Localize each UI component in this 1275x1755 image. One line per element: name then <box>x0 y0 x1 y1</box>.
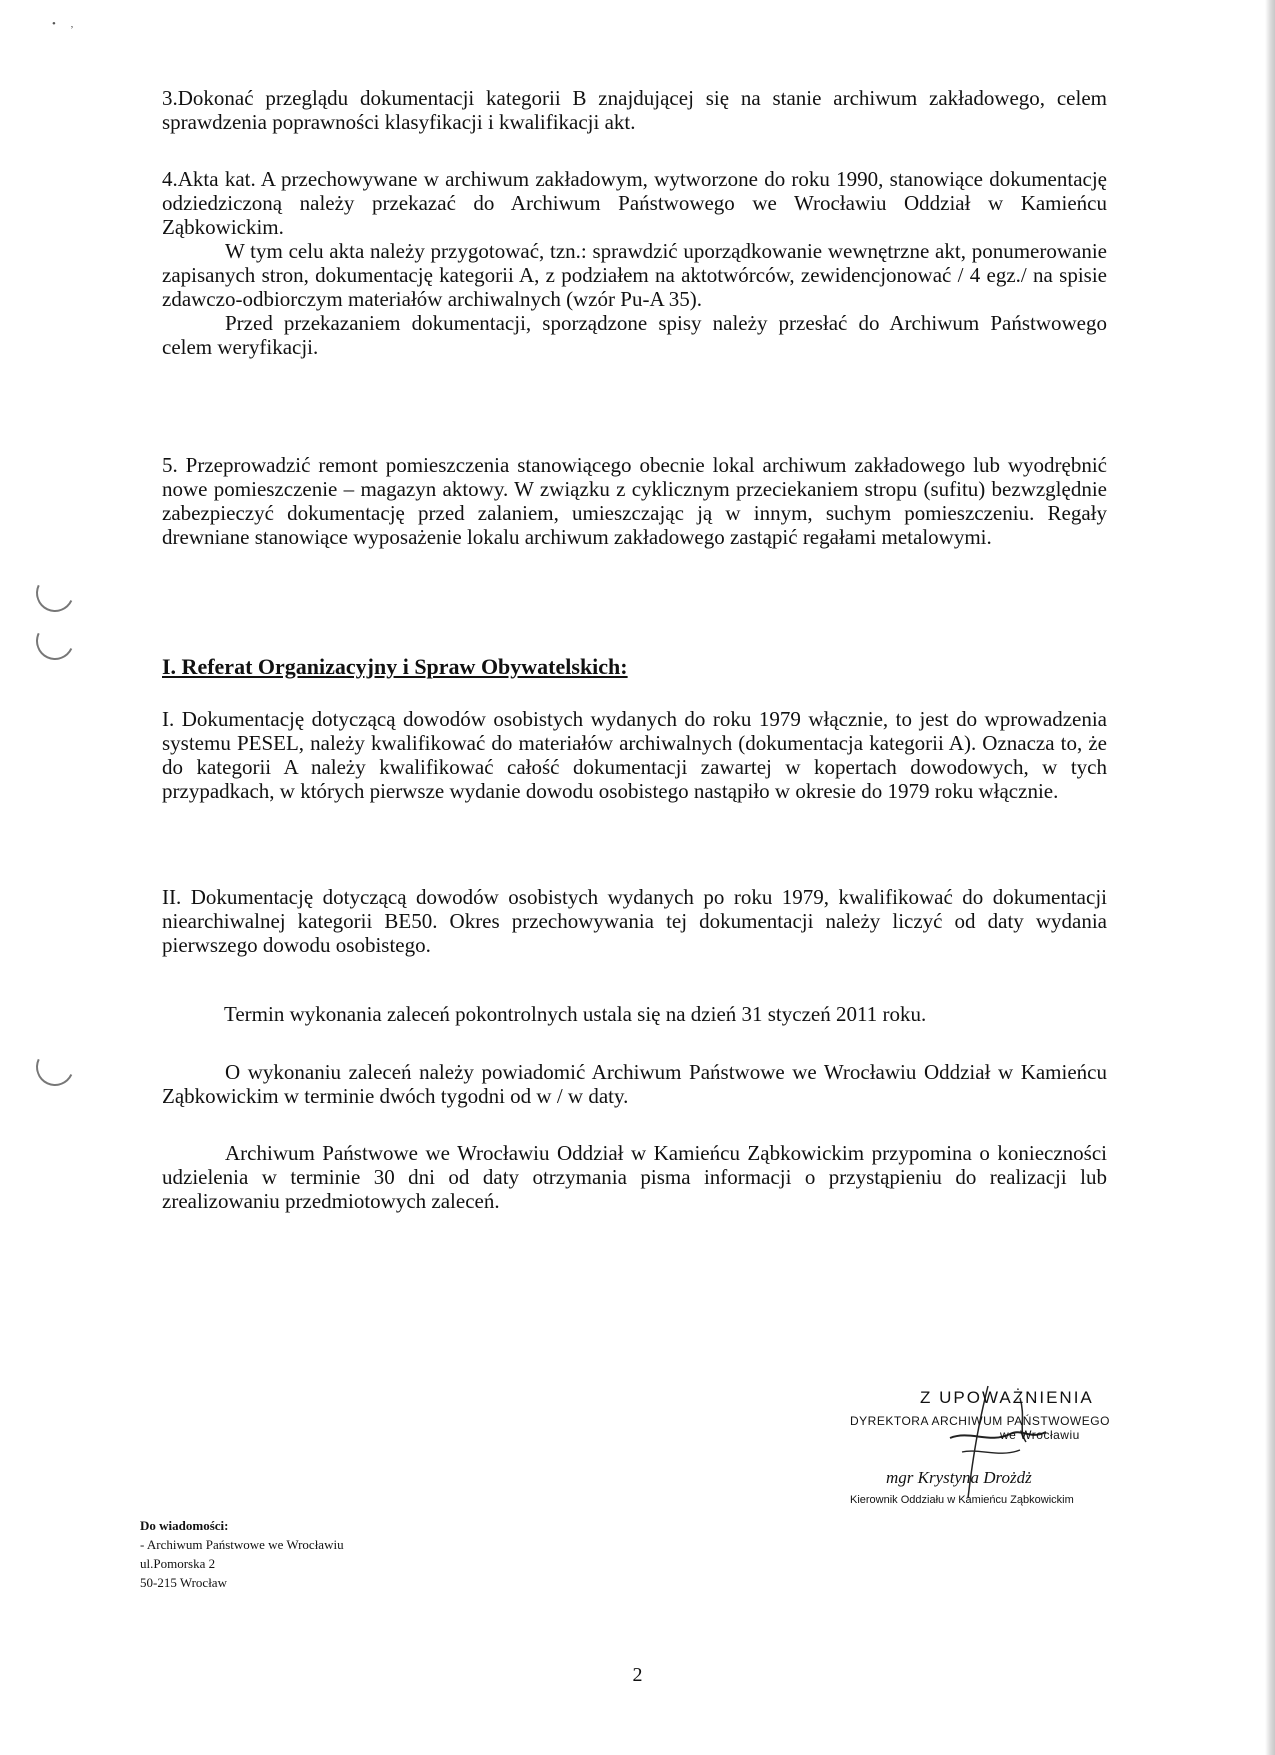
paragraph-4b-text: W tym celu akta należy przygotować, tzn.: sprawdzić uporządkowanie wewnętrzne akt, ponumerowanie zapisanych stron, dokumentację kategorii A, z podziałem na aktotwórców, zewidencjonować / 4 egz./ na spisie zdawczo-odbiorczym materiałów archiwalnych (wzór Pu-A 35). <box>162 239 1107 311</box>
scan-specks: • , <box>52 18 80 30</box>
stamp-director-text: DYREKTORA ARCHIWUM PAŃSTWOWEGO <box>850 1414 1110 1428</box>
stamp-authorization: Z UPOWAŻNIENIA <box>920 1388 1094 1407</box>
section-heading: I. Referat Organizacyjny i Spraw Obywatelskich: <box>162 654 628 679</box>
paragraph-3 <box>162 86 1107 134</box>
paragraph-5 <box>162 453 1107 549</box>
paragraph-4 <box>162 167 1107 359</box>
signatory-name: mgr Krystyna Drożdż <box>886 1468 1032 1487</box>
section-paragraph-1-text: I. Dokumentację dotyczącą dowodów osobistych wydanych do roku 1979 włącznie, to jest do wprowadzenia systemu PESEL, należy kwalifikować do materiałów archiwalnych (dokumentacja kategorii A). Oznacza to, że do kategorii A należy kwalifikować całość dokumentacji zawartej w kopertach dowodowych, w tych przypadkach, w których pierwsze wydanie dowodu osobistego nastąpiło w okresie do 1979 roku włącznie. <box>162 707 1107 803</box>
page-number: 2 <box>632 1664 643 1686</box>
cc-title: Do wiadomości: <box>140 1518 229 1533</box>
section-paragraph-2-text: II. Dokumentację dotyczącą dowodów osobistych wydanych po roku 1979, kwalifikować do dokumentacji niearchiwalnej kategorii BE50. Okres przechowywania tej dokumentacji należy liczyć od daty wydania pierwszego dowodu osobistego. <box>162 885 1107 957</box>
signatory-role: Kierownik Oddziału w Kamieńcu Ząbkowickim <box>850 1494 1074 1506</box>
deadline-line: Termin wykonania zaleceń pokontrolnych ustala się na dzień 31 styczeń 2011 roku. <box>224 1002 927 1026</box>
section-paragraph-1 <box>162 707 1107 803</box>
paragraph-3-text: 3.Dokonać przeglądu dokumentacji kategorii B znajdującej się na stanie archiwum zakładowego, celem sprawdzenia poprawności klasyfikacji i kwalifikacji akt. <box>162 86 1107 134</box>
paragraph-5-text: 5. Przeprowadzić remont pomieszczenia stanowiącego obecnie lokal archiwum zakładowego lub wyodrębnić nowe pomieszczenie – magazyn aktowy. W związku z cyklicznym przeciekaniem stropu (sufitu) bezwzględnie zabezpieczyć dokumentację przed zalaniem, umieszczając ją w innym, suchym pomieszczeniu. Regały drewniane stanowiące wyposażenie lokalu archiwum zakładowego zastąpić regałami metalowymi. <box>162 453 1107 549</box>
cc-recipient: - Archiwum Państwowe we Wrocławiu <box>140 1537 344 1552</box>
scan-edge-shadow <box>1265 0 1275 1755</box>
punch-hole-mark <box>31 617 80 666</box>
carbon-copy-block <box>140 1516 344 1592</box>
cc-postal-city: 50-215 Wrocław <box>140 1575 227 1590</box>
section-paragraph-2 <box>162 885 1107 957</box>
punch-hole-mark <box>31 1043 80 1092</box>
stamp-director <box>850 1414 1110 1442</box>
punch-hole-mark <box>31 569 80 618</box>
reminder-text: Archiwum Państwowe we Wrocławiu Oddział w Kamieńcu Ząbkowickim przypomina o konieczności udzielenia w terminie 30 dni od daty otrzymania pisma informacji o przystąpieniu do realizacji lub zrealizowaniu przedmiotowych zaleceń. <box>162 1141 1107 1213</box>
reminder-paragraph <box>162 1141 1107 1213</box>
paragraph-4-text: 4.Akta kat. A przechowywane w archiwum zakładowym, wytworzone do roku 1990, stanowiące dokumentację odziedziczoną należy przekazać do Archiwum Państwowego we Wrocławiu Oddział w Kamieńcu Ząbkowickim. <box>162 167 1107 239</box>
stamp-city-text: we Wrocławiu <box>1000 1428 1080 1442</box>
cc-street: ul.Pomorska 2 <box>140 1556 216 1571</box>
notify-paragraph <box>162 1060 1107 1108</box>
notify-text: O wykonaniu zaleceń należy powiadomić Archiwum Państwowe we Wrocławiu Oddział w Kamieńcu Ząbkowickim w terminie dwóch tygodni od w / w daty. <box>162 1060 1107 1108</box>
paragraph-4c-text: Przed przekazaniem dokumentacji, sporządzone spisy należy przesłać do Archiwum Państwowego celem weryfikacji. <box>162 311 1107 359</box>
